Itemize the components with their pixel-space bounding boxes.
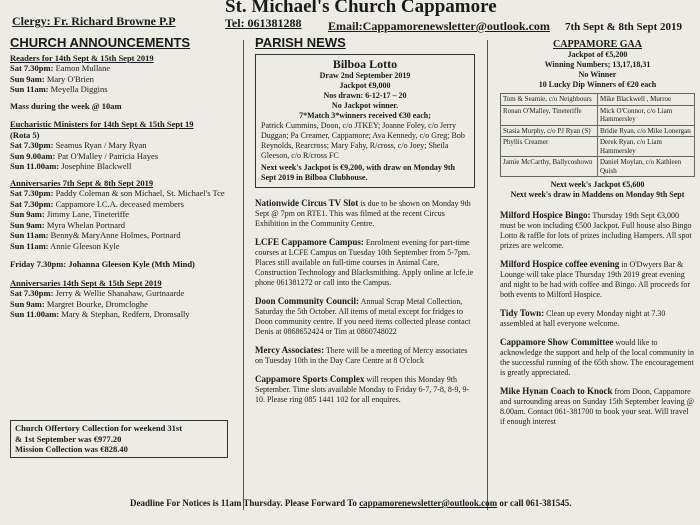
lotto-title: Bilboa Lotto: [332, 57, 398, 71]
rota-label: (Rota 5): [10, 129, 40, 140]
table-row: Phyllis Creamer Derek Ryan, c/o Liam Hammersley: [501, 137, 695, 157]
news-item: Nationwide Circus TV Slot is due to be shown on Monday 9th Sept @ 7pm on RTE1. This was filmed at the recent Circus Exhibition in the Community Centre.: [255, 198, 471, 228]
footer-email-link[interactable]: cappamorenewsletter@outlook.com: [359, 498, 498, 508]
table-row: Jamie McCarthy, Ballycoshown Daniel Moylan, c/o Kathleen Quish: [501, 157, 695, 177]
gaa-title: CAPPAMORE GAA: [553, 39, 642, 50]
list-item: Sun 9.00am: Pat O'Malley / Patricia Hayes: [10, 150, 159, 161]
lotto-next-jackpot: Next week's Jackpot is €9,200, with draw on Monday 9th Sept 2019 in Bilboa Clubhouse.: [261, 163, 456, 182]
offertory-line: & 1st September was €977.20: [15, 433, 122, 444]
offertory-line: Church Offertory Collection for weekend 31st: [15, 423, 183, 433]
list-item: Sun 11am: Annie Gleeson Kyle: [10, 240, 120, 251]
ministers-heading: Eucharistic Ministers for 14th Sept & 15th Sept 19: [10, 119, 194, 129]
mission-collection-line: Mission Collection was €828.40: [15, 444, 128, 454]
column-divider-2: [487, 40, 488, 510]
readers-section: [10, 53, 235, 95]
anniversaries-heading-1: Anniversaries 7th Sept & 8th Sept 2019: [10, 177, 154, 188]
deadline-footer: Deadline For Notices is 11am Thursday. Please Forward To cappamorenewsletter@outlook.com or call 061-381545.: [130, 498, 572, 508]
email-link[interactable]: Email:Cappamorenewsletter@outlook.com: [328, 19, 550, 33]
gaa-jackpot: Jackpot of €5,200: [567, 50, 628, 59]
church-announcements-heading: CHURCH ANNOUNCEMENTS: [10, 35, 191, 50]
list-item: Sun 11am: Benny& MaryAnne Holmes, Portnard: [10, 230, 181, 240]
list-item: Sun 9am: Jimmy Lane, Tineteriffe: [10, 209, 130, 219]
gaa-lucky-dip: 10 Lucky Dip Winners of €20 each: [538, 80, 657, 89]
news-item: Cappamore Show Committee would like to acknowledge the support and help of the local community in the successful running of the 65th show. The encouragement is greatly appreciated.: [500, 337, 694, 377]
lotto-no-winner: No Jackpot winner.: [331, 101, 399, 110]
column-divider-1: [243, 40, 244, 510]
page-title: St. Michael's Church Cappamore: [225, 0, 497, 17]
news-item: Doon Community Council: Annual Scrap Metal Collection, Saturday the 5th October. All items of metal except for fridges to Doon community centre. If you need items collected please contact Denis at 0868652424 or Tim at 0860748022: [255, 296, 471, 336]
list-item: Sat 7.30pm: Seamus Ryan / Mary Ryan: [10, 140, 147, 150]
list-item: Sun 9am: Myra Whelan Portnard: [10, 219, 126, 230]
news-item: Mercy Associates: There will be a meeting of Mercy associates on Tuesday 10th in the Day Care Centre at 8 O'clock: [255, 345, 468, 365]
gaa-next: [500, 180, 695, 200]
anniversaries-section-2: [10, 278, 235, 320]
lotto-winners: Patrick Cummins, Doon, c/o JTKEY; Joanne Foley, c/o Jerry Duggan; Pa Creamer, Cappamore; Ava Kennedy, c/o Greg; Bob Reynolds, Rearcross; Mary Fahy, R/cross, c/o Joey; Sheila Gleeson, c/o R/cross FC: [261, 121, 465, 160]
table-row: Stasia Murphy, c/o PJ Ryan (S) Bridie Ryan, c/o Mike Lonergan: [501, 125, 695, 137]
anniversaries-section-1: [10, 178, 235, 252]
list-item: Sun 9am: Mary O'Brien: [10, 73, 94, 84]
list-item: Sun 11.00am: Josephine Blackwell: [10, 161, 132, 171]
news-item: LCFE Cappamore Campus: Enrolment evening for part-time courses at LCFE Campus on Tuesday 10th September from 5-7pm. Places still available on full-time courses in Animal Care, Construction Technology and Blacksmithing. Apply online at lcfe.ie phone 061381272 or call into the Campus.: [255, 237, 474, 287]
clergy-line: Clergy: Fr. Richard Browne P.P: [12, 14, 176, 28]
lotto-numbers: Nos drawn: 6-12-17 – 20: [323, 91, 407, 100]
gaa-next-draw: Next week's draw in Maddens on Monday 9th Sept: [510, 190, 685, 199]
lucky-dip-table: [500, 93, 695, 177]
parish-news-column: [255, 35, 475, 413]
list-item: Sat 7.30pm: Jerry & Wellie Shanahaw, Gurtnaarde: [10, 288, 185, 298]
lotto-box: [255, 54, 475, 188]
list-item: Sat 7.30pm: Eamon Mullane: [10, 63, 111, 73]
friday-mass: Friday 7.30pm: Johanna Gleeson Kyle (Mth Mind): [10, 259, 195, 269]
table-row: Tom & Seamie, c/o Neighbours Mike Blackwell , Murroe: [501, 94, 695, 106]
gaa-next-jackpot: Next week's Jackpot €5,600: [550, 180, 645, 189]
table-row: Ronan O'Malley, Tineteriffe Mick O'Connor, c/o Liam Hammersley: [501, 105, 695, 125]
lotto-jackpot: Jackpot €9,000: [339, 81, 391, 90]
list-item: Sun 11.00am: Mary & Stephan, Redfern, Dromsally: [10, 309, 190, 319]
list-item: Sun 11am: Meyella Diggins: [10, 84, 108, 94]
news-item: Milford Hospice Bingo: Thursday 19th Sept €3,000 must be won including €500 Jackpot. Full house also Bingo Lotto & raffle for lots of prizes including Hampers. All spot prizes are welcome.: [500, 210, 692, 250]
gaa-no-winner: No Winner: [578, 70, 617, 79]
news-item: Mike Hynan Coach to Knock from Doon, Cappamore and surrounding areas on Sunday 15th September leaving @ 8.00am. Contact 061-381700 to book your seat. Will travel if enough interest: [500, 386, 694, 426]
list-item: Sun 9am: Margret Bourke, Dromcloghe: [10, 298, 148, 309]
ministers-section: [10, 119, 235, 172]
news-item: Cappamore Sports Complex will reopen this Monday 9th September. Time slots available Monday to Friday 6-7, 7-8, 8-9, 9-10. Please ring 085 1441 102 for all enquires.: [255, 374, 470, 404]
parish-news-heading: PARISH NEWS: [255, 35, 346, 50]
offertory-box: [10, 420, 228, 458]
phone-number: Tel: 061381288: [225, 16, 302, 30]
news-item: Tidy Town: Clean up every Monday night at 7.30 assembled at hall everyone welcome.: [500, 308, 666, 328]
list-item: Sat 7.30pm: Cappamore I.C.A. deceased members: [10, 198, 184, 209]
readers-heading: Readers for 14th Sept & 15th Sept 2019: [10, 52, 154, 63]
list-item: Sat 7.30pm: Paddy Coleman & son Michael, St. Michael's Tce: [10, 188, 225, 198]
gaa-numbers: Winning Numbers; 13,17,18,31: [544, 60, 651, 69]
anniversaries-heading-2: Anniversaries 14th Sept & 15th Sept 2019: [10, 277, 162, 288]
weekday-mass: Mass during the week @ 10am: [10, 100, 122, 111]
lotto-draw: Draw 2nd September 2019: [319, 71, 411, 80]
news-item: Milford Hospice coffee evening in O'Dwyers Bar & Lounge will take place Thursday 19th 2019 great evening and night to be had with coffee and Bingo. All proceeds for both events to Milford Hospice.: [500, 259, 691, 299]
lotto-match3: 7*Match 3*winners received €30 each;: [299, 111, 431, 120]
issue-dates: 7th Sept & 8th Sept 2019: [565, 21, 683, 33]
gaa-column: [500, 40, 695, 435]
gaa-box: [500, 40, 695, 90]
church-announcements-column: [10, 35, 235, 326]
